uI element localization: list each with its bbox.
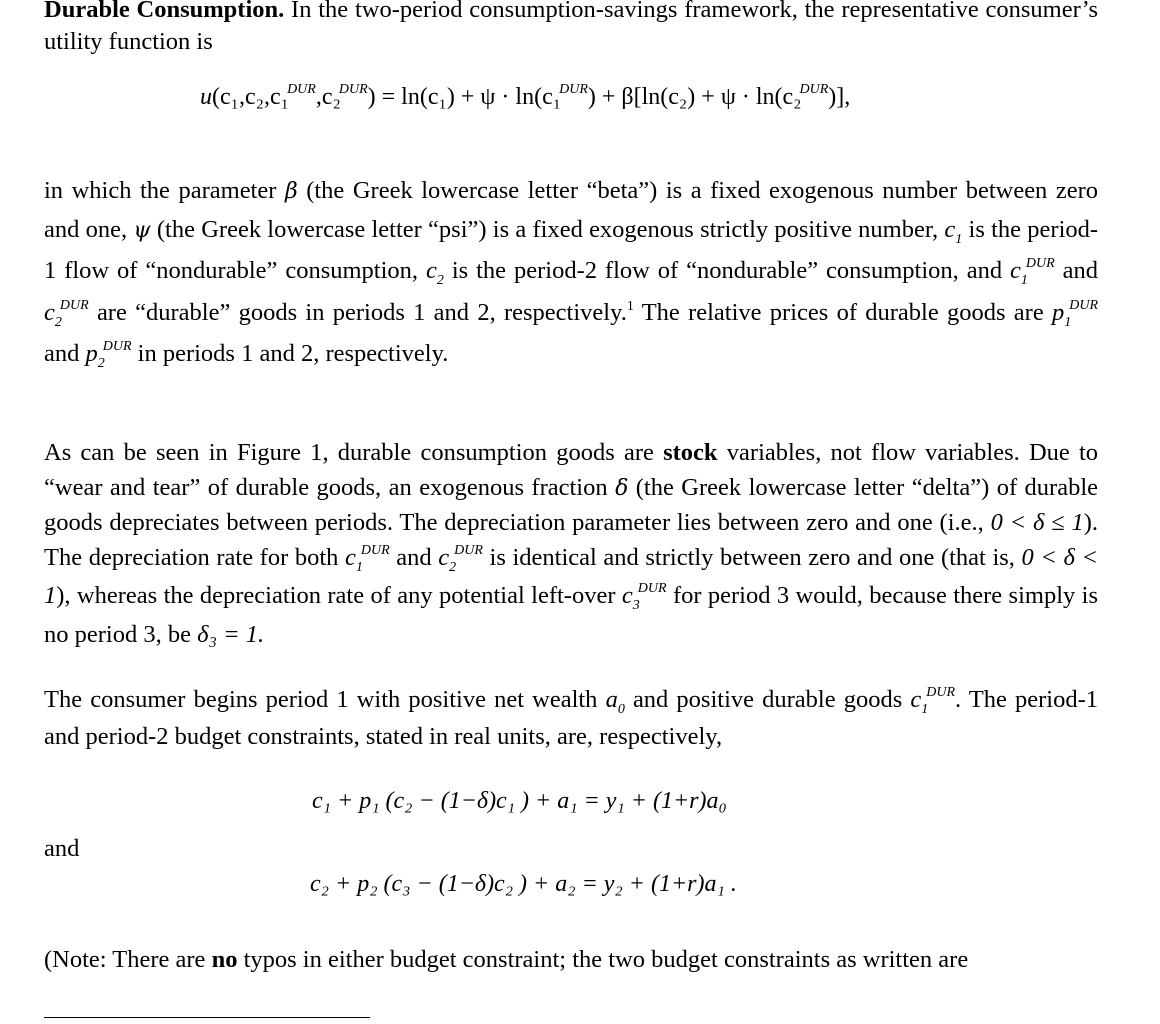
budget-intro-paragraph: The consumer begins period 1 with positive net wealth $a_0$ and positive durable goods $c_1^{DUR}$. The period-1 and period-2 budget constraints, stated in real units, are, respectively, [44,685,1099,750]
intro-paragraph [44,0,1098,58]
note-paragraph: (Note: There are no typos in either budget constraint; the two budget constraints as written are [44,946,969,973]
utility-equation: u(c₁,c₂,c₁$^{DUR}$,c₂$^{DUR}$) = ln(c₁) + ψ · ln(c₁$^{DUR}$) + β[ln(c₂) + ψ · ln(c₂$^{DUR}$)], [200,82,851,110]
delta-symbol: δ [615,475,629,501]
parameter-definitions-paragraph: in which the parameter β (the Greek lowercase letter “beta”) is a fixed exogenous number between zero and one, ψ (the Greek lowercase letter “psi”) is a fixed exogenous strictly positive number, $c_1$ is the period-1 flow of “nondurable” consumption, $c_2$ is the period-2 flow of “nondurable” consumption, and $c_1^{DUR}$ and $c_2^{DUR}$ are “durable” goods in periods 1 and 2, respectively.$^1$ The relative prices of durable goods are $p_1^{DUR}$ and $p_2^{DUR}$ in periods 1 and 2, respectively. [44,177,1099,371]
section-heading: Durable Consumption. [44,0,285,23]
footnote-marker[interactable]: 1 [626,298,634,314]
depreciation-paragraph: As can be seen in Figure 1, durable consumption goods are stock variables, not flow variables. Due to “wear and tear” of durable goods, an exogenous fraction δ (the Greek lowercase letter “delta”) of durable goods depreciates between periods. The depreciation parameter lies between zero and one (i.e., 0 < δ ≤ 1). The depreciation rate for both $c_1^{DUR}$ and $c_2^{DUR}$ is identical and strictly between zero and one (that is, 0 < δ < 1), whereas the depreciation rate of any potential left-over $c_3^{DUR}$ for period 3 would, because there simply is no period 3, be δ₃ = 1. [44,439,1099,648]
budget-constraint-period-2: c₂ + p₂ (c₃ − (1−δ)c₂ ) + a₂ = y₂ + (1+r)a₁ . [310,871,737,897]
intro-text: In the two-period consumption-savings framework, the representative consumer’s utility function is [44,0,1099,55]
figure-reference[interactable]: Figure 1 [237,439,323,466]
budget-constraint-period-1: c₁ + p₁ (c₂ − (1−δ)c₁ ) + a₁ = y₁ + (1+r)a₀ [312,788,727,814]
footnote-divider [44,1017,370,1018]
and-connector: and [44,835,80,862]
psi-symbol: ψ [133,217,151,243]
beta-symbol: β [284,179,298,204]
